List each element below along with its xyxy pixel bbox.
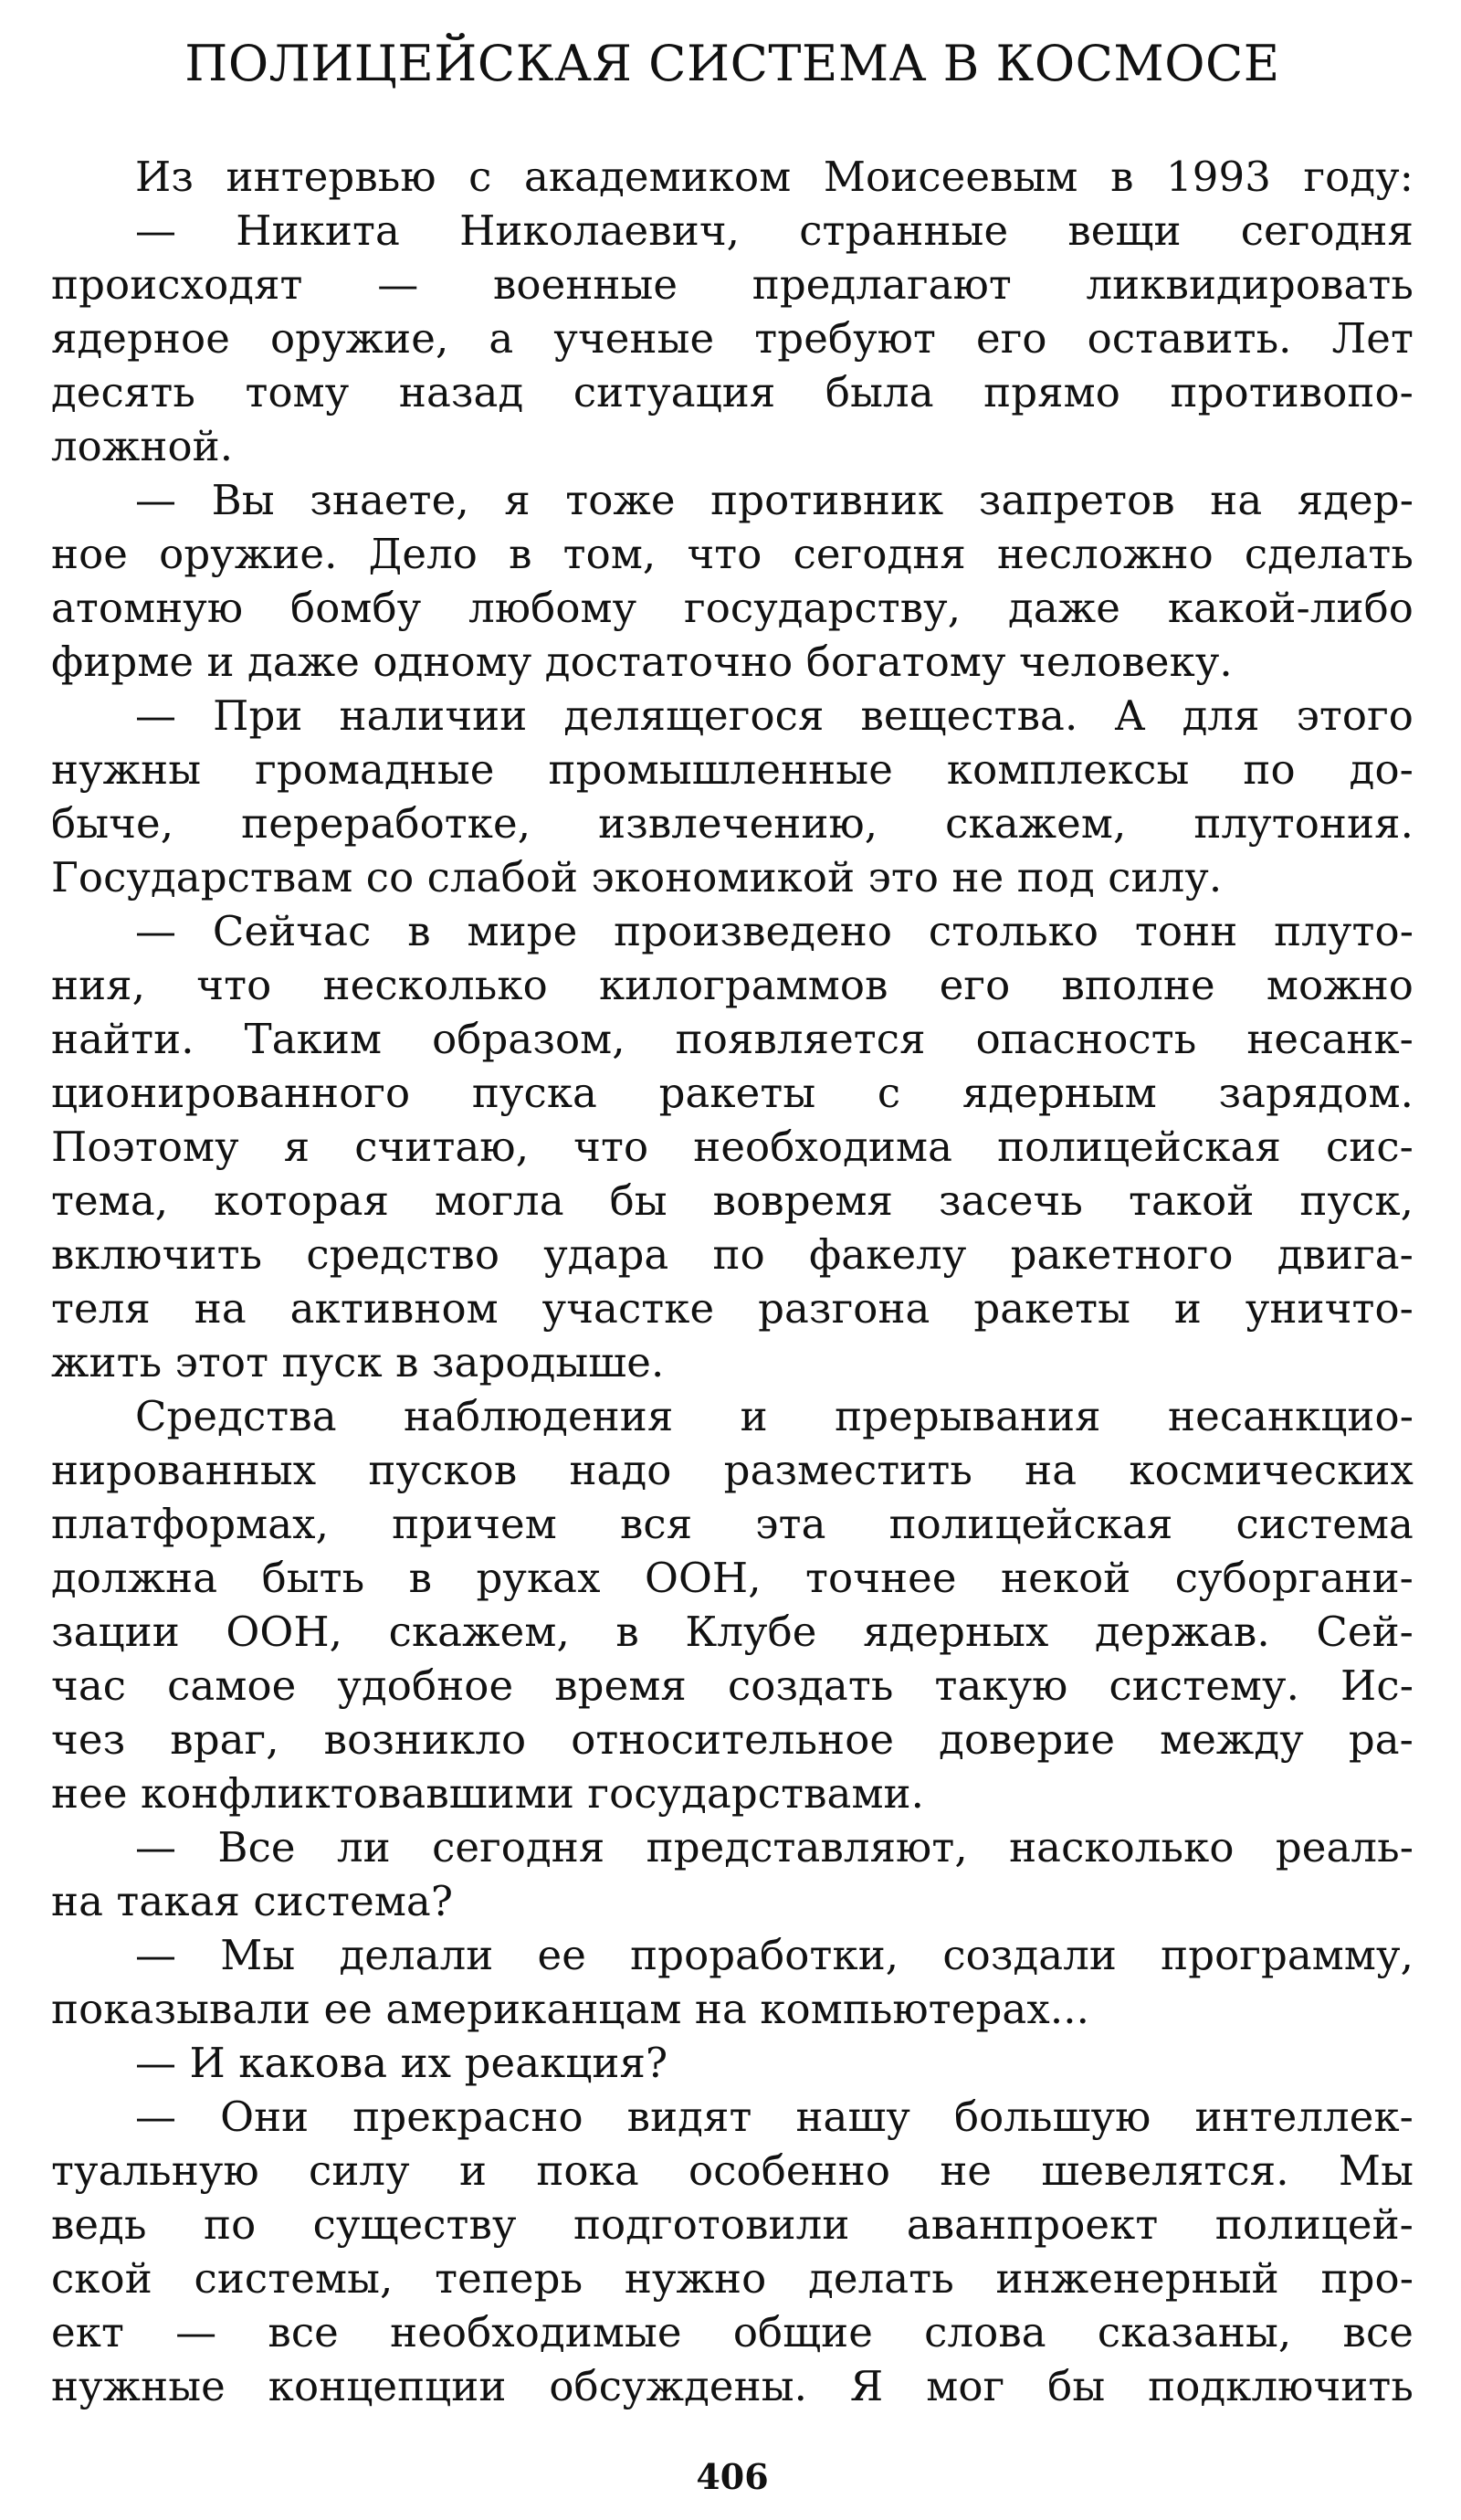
- text-line: должна быть в руках ООН, точнее некой суборгани-: [51, 1554, 1414, 1602]
- text-line: ционированного пуска ракеты с ядерным зарядом.: [51, 1069, 1414, 1117]
- text-line: атомную бомбу любому государству, даже какой-либо: [51, 584, 1414, 632]
- text-line: Государствам со слабой экономикой это не под силу.: [51, 853, 1223, 902]
- text-line: на такая система?: [51, 1877, 454, 1925]
- text-line: нужны громадные промышленные комплексы по до-: [51, 745, 1414, 794]
- text-line: — Никита Николаевич, странные вещи сегодня: [135, 206, 1414, 255]
- text-line: фирме и даже одному достаточно богатому человеку.: [51, 638, 1233, 686]
- text-line: — Сейчас в мире произведено столько тонн плуто-: [135, 907, 1414, 955]
- text-line: включить средство удара по факелу ракетного двига-: [51, 1230, 1414, 1279]
- text-line: туальную силу и пока особенно не шевелятся. Мы: [51, 2146, 1414, 2195]
- text-line: нужные концепции обсуждены. Я мог бы подключить: [51, 2362, 1414, 2410]
- text-line: ложной.: [51, 422, 234, 470]
- text-line: — Мы делали ее проработки, создали программу,: [135, 1931, 1414, 1979]
- text-line: — Вы знаете, я тоже противник запретов на ядер-: [135, 476, 1414, 524]
- text-line: — Они прекрасно видят нашу большую интеллек-: [135, 2093, 1414, 2141]
- text-line: Поэтому я считаю, что необходима полицейская сис-: [51, 1123, 1414, 1171]
- text-line: жить этот пуск в зародыше.: [51, 1338, 665, 1387]
- text-line: чез враг, возникло относительное доверие между ра-: [51, 1715, 1414, 1764]
- text-line: происходят — военные предлагают ликвидировать: [51, 260, 1414, 309]
- text-line: Из интервью с академиком Моисеевым в 1993 году:: [135, 153, 1414, 201]
- text-line: нированных пусков надо разместить на космических: [51, 1446, 1414, 1494]
- text-line: ект — все необходимые общие слова сказаны, все: [51, 2308, 1414, 2357]
- text-line: — Все ли сегодня представляют, насколько реаль-: [135, 1823, 1414, 1872]
- text-line: показывали ее американцам на компьютерах...: [51, 1985, 1090, 2033]
- text-line: ской системы, теперь нужно делать инженерный про-: [51, 2254, 1414, 2303]
- text-line: — При наличии делящегося вещества. А для этого: [135, 691, 1414, 740]
- text-line: тема, которая могла бы вовремя засечь такой пуск,: [51, 1176, 1414, 1225]
- text-line: зации ООН, скажем, в Клубе ядерных держав. Сей-: [51, 1608, 1414, 1656]
- text-line: ное оружие. Дело в том, что сегодня несложно сделать: [51, 530, 1414, 578]
- body-text: [51, 150, 1414, 2413]
- text-line: быче, переработке, извлечению, скажем, плутония.: [51, 799, 1414, 848]
- chapter-title: ПОЛИЦЕЙСКАЯ СИСТЕМА В КОСМОСЕ: [184, 35, 1280, 92]
- text-line: ния, что несколько килограммов его вполне можно: [51, 961, 1414, 1009]
- text-line: теля на активном участке разгона ракеты и уничто-: [51, 1284, 1414, 1333]
- text-line: ядерное оружие, а ученые требуют его оставить. Лет: [51, 314, 1414, 363]
- text-line: час самое удобное время создать такую систему. Ис-: [51, 1661, 1414, 1710]
- text-line: десять тому назад ситуация была прямо противопо-: [51, 368, 1414, 416]
- text-line: ведь по существу подготовили аванпроект полицей-: [51, 2200, 1414, 2249]
- text-line: платформах, причем вся эта полицейская система: [51, 1500, 1414, 1548]
- text-line: — И какова их реакция?: [135, 2039, 668, 2087]
- text-line: нее конфликтовавшими государствами.: [51, 1769, 925, 1818]
- text-line: найти. Таким образом, появляется опасность несанк-: [51, 1015, 1414, 1063]
- book-page: [51, 26, 1414, 2497]
- page-number: 406: [696, 2456, 769, 2497]
- text-line: Средства наблюдения и прерывания несанкцио-: [135, 1392, 1414, 1440]
